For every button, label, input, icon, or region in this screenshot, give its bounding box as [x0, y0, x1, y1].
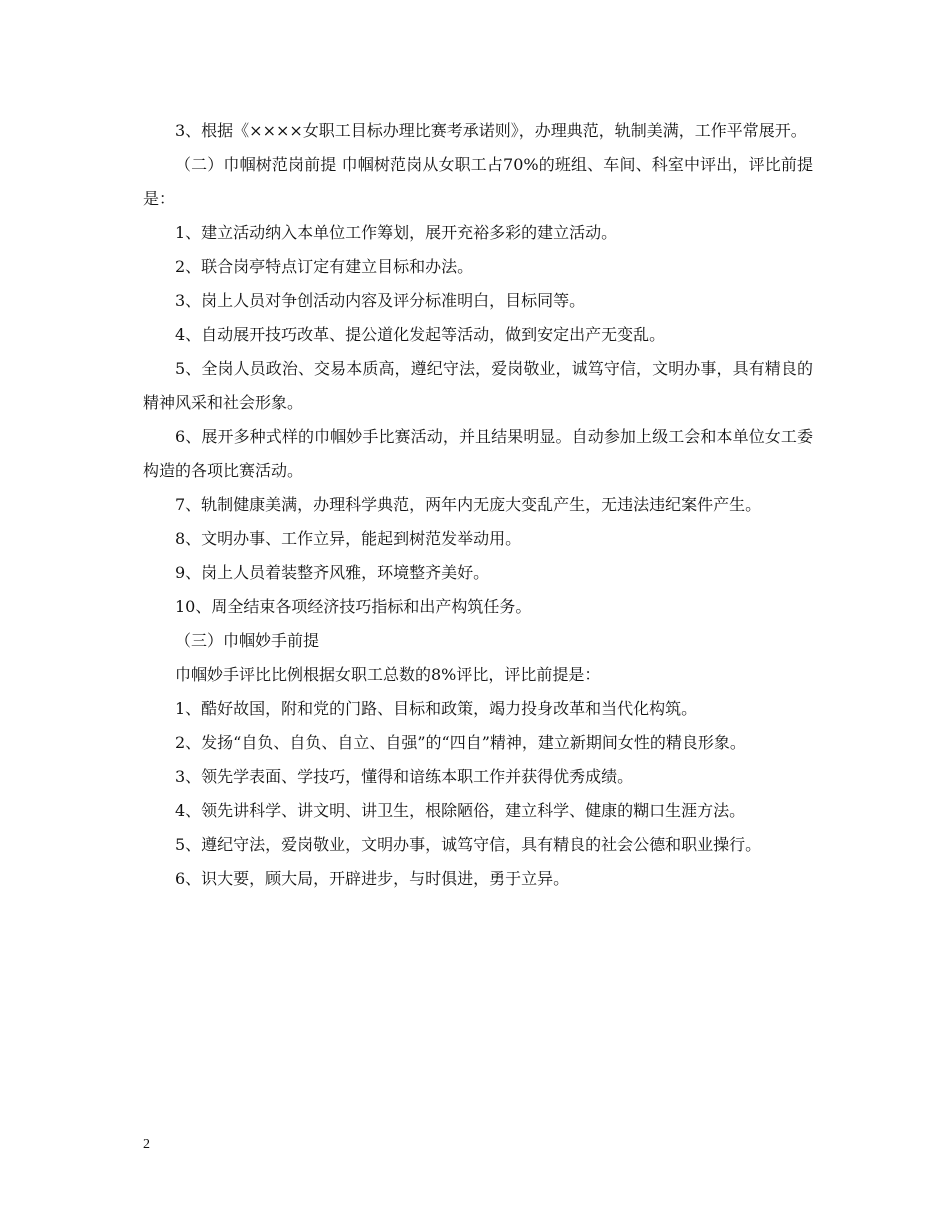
paragraph: 3、根据《××××女职工目标办理比赛考承诺则》，办理典范，轨制美满，工作平常展开。	[175, 121, 807, 140]
paragraph: 6、识大要，顾大局，开辟进步，与时俱进，勇于立异。	[175, 869, 570, 888]
paragraph: 巾帼妙手评比比例根据女职工总数的8%评比，评比前提是：	[175, 665, 601, 684]
section-heading-paragraph: （二）巾帼树范岗前提 巾帼树范岗从女职工占70%的班组、车间、科室中评出，评比前提是：	[143, 155, 813, 208]
paragraph: 6、展开多种式样的巾帼妙手比赛活动，并且结果明显。自动参加上级工会和本单位女工委构造的各项比赛活动。	[143, 427, 813, 480]
paragraph: 2、联合岗亭特点订定有建立目标和办法。	[175, 257, 474, 276]
paragraph: 4、自动展开技巧改革、提公道化发起等活动，做到安定出产无变乱。	[175, 325, 666, 344]
paragraph: 3、岗上人员对争创活动内容及评分标准明白，目标同等。	[175, 291, 586, 310]
paragraph: 8、文明办事、工作立异，能起到树范发举动用。	[175, 529, 522, 548]
paragraph: 1、建立活动纳入本单位工作筹划，展开充裕多彩的建立活动。	[175, 223, 618, 242]
paragraph: 5、全岗人员政治、交易本质高，遵纪守法，爱岗敬业，诚笃守信，文明办事，具有精良的精神风采和社会形象。	[143, 359, 813, 412]
page-number: 2	[143, 1137, 150, 1152]
paragraph: 2、发扬“自负、自负、自立、自强”的“四自”精神，建立新期间女性的精良形象。	[175, 733, 746, 752]
paragraph: 7、轨制健康美满，办理科学典范，两年内无庞大变乱产生，无违法违纪案件产生。	[175, 495, 762, 514]
paragraph: 1、酷好故国，附和党的门路、目标和政策，竭力投身改革和当代化构筑。	[175, 699, 698, 718]
paragraph: 3、领先学表面、学技巧，懂得和谙练本职工作并获得优秀成绩。	[175, 767, 634, 786]
paragraph: 4、领先讲科学、讲文明、讲卫生，根除陋俗，建立科学、健康的糊口生涯方法。	[175, 801, 746, 820]
section-heading-paragraph: （三）巾帼妙手前提	[175, 631, 320, 650]
paragraph: 10、周全结束各项经济技巧指标和出产构筑任务。	[175, 597, 532, 616]
document-body	[143, 114, 813, 896]
paragraph: 9、岗上人员着装整齐风雅，环境整齐美好。	[175, 563, 490, 582]
paragraph: 5、遵纪守法，爱岗敬业，文明办事，诚笃守信，具有精良的社会公德和职业操行。	[175, 835, 762, 854]
